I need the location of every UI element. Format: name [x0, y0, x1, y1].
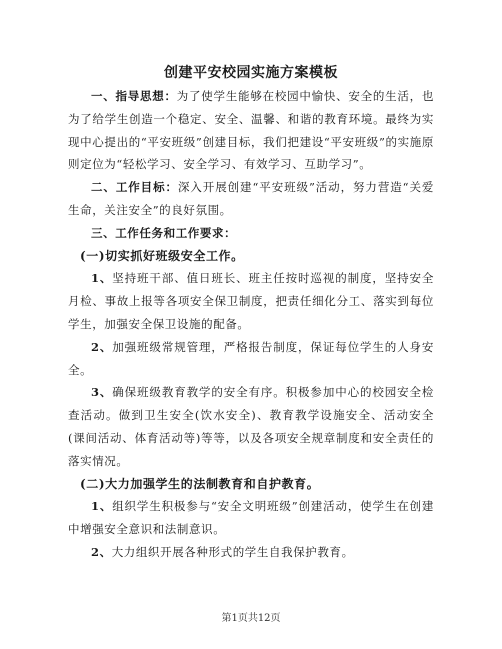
document-title: 创建平安校园实施方案模板	[164, 65, 338, 81]
list-item	[68, 336, 434, 382]
paragraph-guiding-principle	[68, 85, 434, 176]
item-number: 2、	[91, 544, 112, 559]
list-item	[68, 267, 434, 335]
list-item	[68, 381, 434, 472]
subsection-heading: (二)大力加强学生的法制教育和自护教育。	[80, 476, 320, 491]
item-text: 组织学生积极参与“安全文明班级”创建活动，使学生在创建中增强安全意识和法制意识。	[68, 499, 434, 537]
list-item	[68, 495, 434, 541]
item-number: 2、	[91, 339, 113, 354]
section-number: 一、	[91, 89, 116, 103]
section-number: 二、	[91, 180, 116, 195]
item-text: 大力组织开展各种形式的学生自我保护教育。	[111, 544, 354, 559]
page-number: 第1页共12页	[221, 613, 281, 624]
item-text: 加强班级常规管理，严格报告制度，保证每位学生的人身安全。	[68, 339, 434, 377]
subsection-heading: (一)切实抓好班级安全工作。	[80, 248, 244, 263]
paragraph-text: 为了使学生能够在校园中愉快、安全的生活，也为了给学生创造一个稳定、安全、温馨、和谐的教育环境。最终为实现中心提出的“平安班级”创建目标，我们把建设“平安班级”的实施原则定位为“轻松学习、安全学习、有效学习、互助学习”。	[68, 89, 434, 172]
item-number: 3、	[91, 385, 113, 400]
paragraph-text: 深入开展创建“平安班级”活动，努力营造“关爱生命，关注安全”的良好氛围。	[68, 180, 435, 217]
item-text: 坚持班干部、值日班长、班主任按时巡视的制度，坚持安全月检、事故上报等各项安全保卫制度，把责任细化分工、落实到每位学生，加强安全保卫设施的配备。	[68, 271, 434, 331]
item-text: 确保班级教育教学的安全有序。积极参加中心的校园安全检查活动。做到卫生安全(饮水安全)、教育教学设施安全、活动安全(课间活动、体育活动等)等等，以及各项安全规章制度和安全责任的落实情况。	[68, 385, 434, 468]
paragraph-work-goal	[68, 176, 434, 222]
item-number: 1、	[91, 499, 113, 514]
document-body	[68, 85, 434, 564]
item-number: 1、	[91, 271, 113, 286]
section-heading: 指导思想：	[115, 89, 177, 103]
list-item	[68, 541, 434, 564]
section-heading: 三、工作任务和工作要求：	[91, 225, 237, 240]
section-heading: 工作目标：	[115, 180, 178, 195]
section-heading-tasks	[68, 222, 434, 245]
